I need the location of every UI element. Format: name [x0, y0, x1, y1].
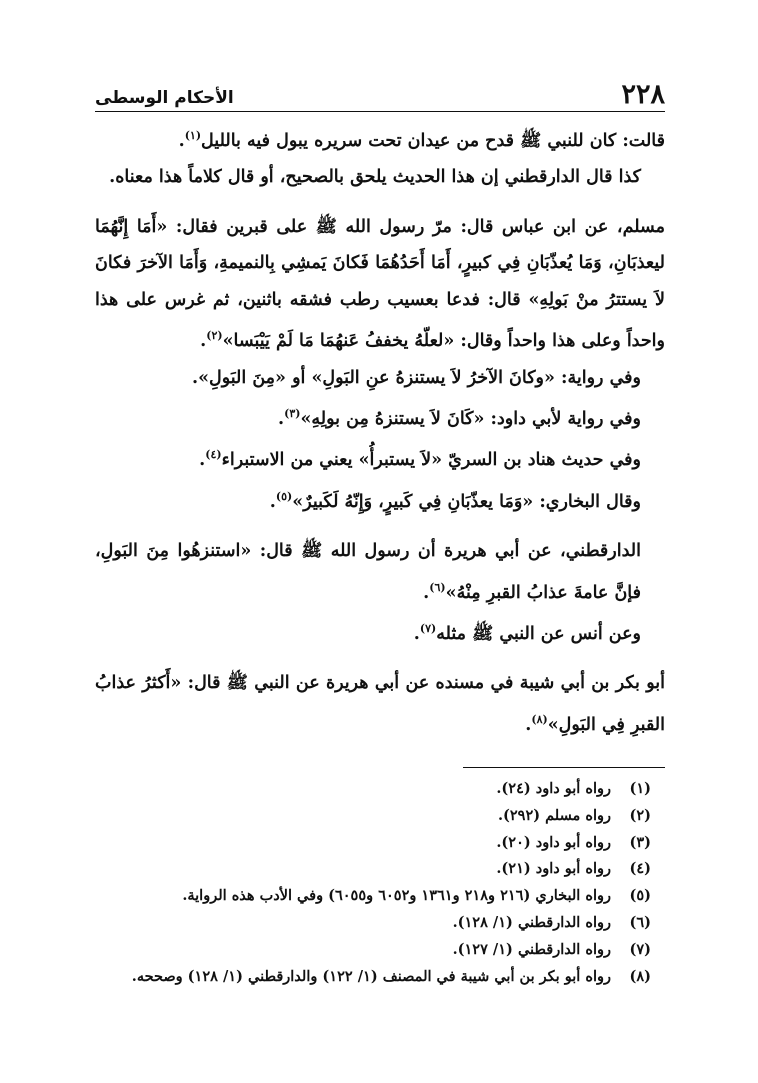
paragraph: الدارقطني، عن أبي هريرة أن رسول الله ﷺ قال: «استنزهُوا مِنَ البَولِ، فإنَّ عامةَ عذابُ القبرِ مِنْهُ»$^{(٦)}$. [95, 541, 641, 603]
paragraph: وعن أنس عن النبي ﷺ مثله$^{(٧)}$. [413, 621, 641, 644]
header-divider [95, 111, 665, 112]
footnote: (٥) رواه البخاري (٢١٦ و٢١٨ و١٣٦١ و٦٠٥٢ و٦٠٥٥) وفي الأدب هذه الرواية. [182, 887, 651, 905]
paragraph: وفي حديث هناد بن السريّ «لاَ يستبرأُ» يعني من الاستبراء$^{(٤)}$. [199, 448, 641, 471]
footnote-ref: (٤) [205, 448, 222, 462]
footnote-ref: (٣) [284, 407, 301, 421]
running-title: الأحكام الوسطى [95, 88, 234, 108]
footnote: (٤) رواه أبو داود (٢١). [496, 860, 651, 878]
footnote: (٨) رواه أبو بكر بن أبي شيبة في المصنف (١/ ١٢٢) والدارقطني (١/ ١٢٨) وصححه. [131, 967, 651, 985]
paragraph: قالت: كان للنبي ﷺ قدح من عيدان تحت سريره يبول فيه بالليل$^{(١)}$. [178, 129, 665, 151]
footnote: (٧) رواه الدارقطني (١/ ١٢٧). [452, 940, 651, 958]
footnote-divider [463, 767, 665, 768]
footnote-ref: (٢) [206, 329, 223, 343]
footnote-ref: (٧) [419, 621, 437, 635]
footnote: (٢) رواه مسلم (٢٩٢). [497, 806, 651, 824]
paragraph: وقال البخاري: «وَمَا يعذّبَانِ فِي كَبيرٍ، وَإِنّهُ لَكَبيرٌ»$^{(٥)}$. [269, 489, 641, 512]
footnote-ref: (١) [184, 129, 202, 142]
footnote: (٣) رواه أبو داود (٢٠). [496, 833, 651, 851]
footnote-ref: (٦) [429, 580, 446, 594]
main-text [95, 118, 665, 743]
footnote: (١) رواه أبو داود (٢٤). [496, 780, 651, 797]
paragraph: وفي رواية لأبي داود: «كَانَ لاَ يستنزهُ مِن بولِهِ»$^{(٣)}$. [278, 407, 641, 429]
paragraph: كذا قال الدارقطني إن هذا الحديث يلحق بالصحيح، أو قال كلاماً هذا معناه. [109, 167, 641, 188]
footnotes [95, 776, 651, 990]
paragraph: مسلم، عن ابن عباس قال: مرّ رسول الله ﷺ على قبرين فقال: «أَمَا إِنَّهُمَا ليعذبَانِ، وَمَا يُعذّبَانِ فِي كبيرٍ، أَمَا أَحَدُهُمَا فَكانَ يَمشِي بِالنميمةِ، وَأَمَا الآخرَ فكانَ لاَ يستترُ منْ بَولِهِ» قال: فدعا بعسيب رطب فشقه باثنين، ثم غرس على هذا واحداً وعلى هذا واحداً وقال: «لعلّهُ يخففُ عَنهُمَا مَا لَمْ يَيْبَسا»$^{(٢)}$. [95, 216, 665, 352]
footnote-ref: (٥) [275, 489, 293, 503]
paragraph: وفي رواية: «وكانَ الآخرُ لاَ يستنزهُ عنِ البَولِ» أو «مِنَ البَولِ». [191, 367, 641, 388]
footnote-ref: (٨) [531, 712, 548, 726]
paragraph: أبو بكر بن أبي شيبة في مسنده عن أبي هريرة عن النبي ﷺ قال: «أَكثرُ عذابُ القبرِ فِي البَولِ»$^{(٨)}$. [95, 673, 665, 735]
page-number: ٢٢٨ [621, 79, 665, 110]
footnote: (٦) رواه الدارقطني (١/ ١٢٨). [452, 913, 651, 931]
page-header [95, 78, 665, 108]
